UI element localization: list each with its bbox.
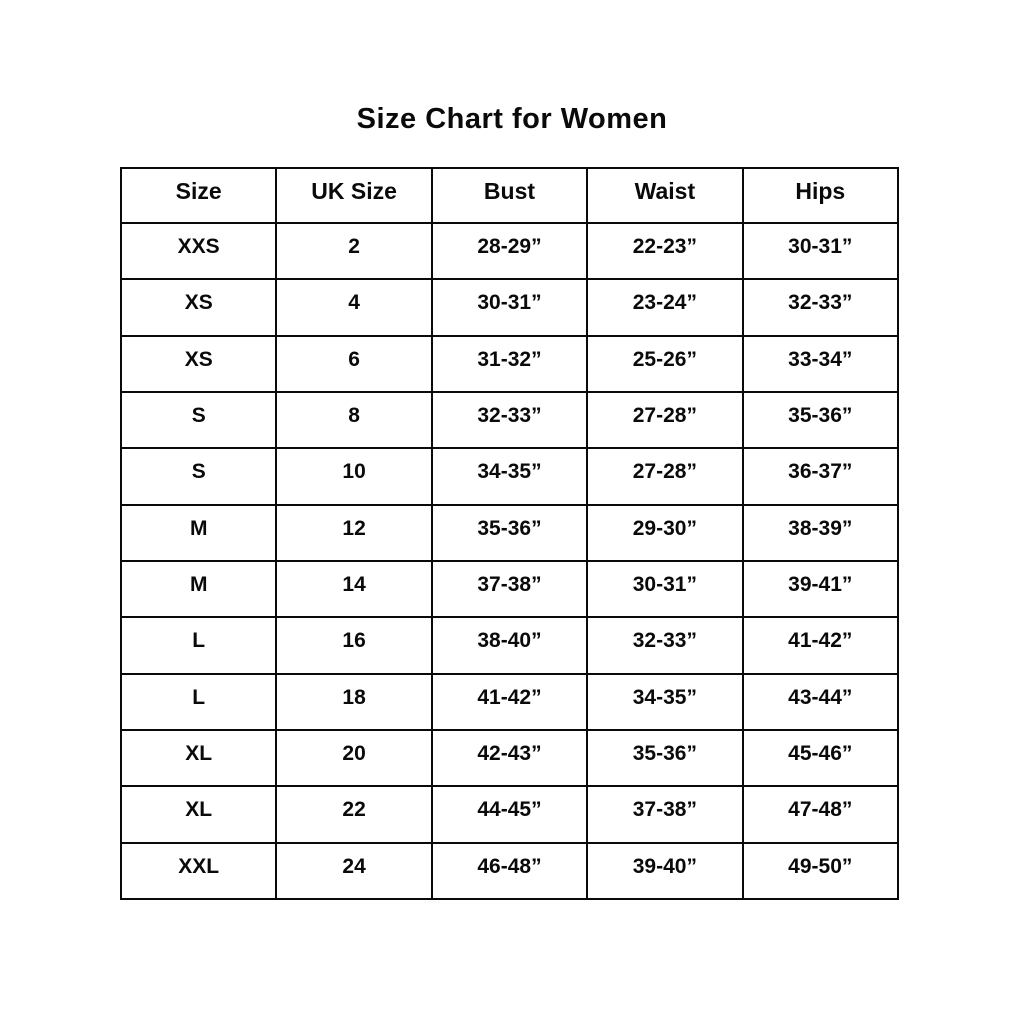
table-cell-hips: 39-41” xyxy=(743,561,898,617)
table-cell-uk-size: 18 xyxy=(276,674,431,730)
table-cell-bust: 41-42” xyxy=(432,674,587,730)
table-cell-waist: 37-38” xyxy=(587,786,742,842)
table-cell-size: XS xyxy=(121,279,276,335)
table-cell-hips: 45-46” xyxy=(743,730,898,786)
table-cell-uk-size: 20 xyxy=(276,730,431,786)
table-row xyxy=(121,279,898,335)
table-cell-bust: 42-43” xyxy=(432,730,587,786)
table-cell-hips: 43-44” xyxy=(743,674,898,730)
table-cell-uk-size: 22 xyxy=(276,786,431,842)
table-cell-hips: 41-42” xyxy=(743,617,898,673)
size-table-header xyxy=(121,168,898,223)
table-row xyxy=(121,392,898,448)
table-cell-uk-size: 6 xyxy=(276,336,431,392)
table-cell-uk-size: 14 xyxy=(276,561,431,617)
table-cell-hips: 35-36” xyxy=(743,392,898,448)
column-header-size: Size xyxy=(121,168,276,223)
table-cell-uk-size: 2 xyxy=(276,223,431,279)
column-header-uk-size: UK Size xyxy=(276,168,431,223)
table-cell-hips: 49-50” xyxy=(743,843,898,899)
size-chart-table xyxy=(120,167,899,900)
table-cell-size: S xyxy=(121,448,276,504)
table-cell-uk-size: 8 xyxy=(276,392,431,448)
table-cell-waist: 27-28” xyxy=(587,392,742,448)
column-header-hips: Hips xyxy=(743,168,898,223)
table-cell-size: XXL xyxy=(121,843,276,899)
page-title: Size Chart for Women xyxy=(356,103,668,135)
table-cell-hips: 32-33” xyxy=(743,279,898,335)
table-cell-uk-size: 12 xyxy=(276,505,431,561)
table-cell-hips: 47-48” xyxy=(743,786,898,842)
table-row xyxy=(121,674,898,730)
table-row xyxy=(121,617,898,673)
table-row xyxy=(121,505,898,561)
table-cell-uk-size: 10 xyxy=(276,448,431,504)
table-cell-waist: 39-40” xyxy=(587,843,742,899)
table-cell-waist: 29-30” xyxy=(587,505,742,561)
table-cell-waist: 22-23” xyxy=(587,223,742,279)
table-cell-size: XL xyxy=(121,730,276,786)
table-row xyxy=(121,786,898,842)
table-cell-waist: 34-35” xyxy=(587,674,742,730)
table-cell-size: S xyxy=(121,392,276,448)
table-cell-uk-size: 4 xyxy=(276,279,431,335)
table-cell-waist: 27-28” xyxy=(587,448,742,504)
table-cell-size: XL xyxy=(121,786,276,842)
table-cell-waist: 30-31” xyxy=(587,561,742,617)
table-cell-uk-size: 24 xyxy=(276,843,431,899)
table-row xyxy=(121,561,898,617)
table-cell-waist: 25-26” xyxy=(587,336,742,392)
table-cell-waist: 23-24” xyxy=(587,279,742,335)
table-cell-bust: 30-31” xyxy=(432,279,587,335)
table-cell-bust: 32-33” xyxy=(432,392,587,448)
table-cell-bust: 44-45” xyxy=(432,786,587,842)
table-row xyxy=(121,448,898,504)
table-cell-bust: 37-38” xyxy=(432,561,587,617)
table-cell-size: M xyxy=(121,561,276,617)
table-cell-bust: 35-36” xyxy=(432,505,587,561)
table-row xyxy=(121,730,898,786)
table-cell-bust: 31-32” xyxy=(432,336,587,392)
table-cell-size: L xyxy=(121,617,276,673)
table-row xyxy=(121,843,898,899)
size-table-body xyxy=(121,223,898,899)
table-cell-size: XS xyxy=(121,336,276,392)
table-cell-bust: 28-29” xyxy=(432,223,587,279)
table-cell-uk-size: 16 xyxy=(276,617,431,673)
table-cell-hips: 36-37” xyxy=(743,448,898,504)
table-row xyxy=(121,336,898,392)
header-row xyxy=(121,168,898,223)
table-cell-waist: 32-33” xyxy=(587,617,742,673)
table-cell-size: XXS xyxy=(121,223,276,279)
column-header-waist: Waist xyxy=(587,168,742,223)
table-cell-size: M xyxy=(121,505,276,561)
table-cell-waist: 35-36” xyxy=(587,730,742,786)
table-cell-size: L xyxy=(121,674,276,730)
table-cell-bust: 46-48” xyxy=(432,843,587,899)
column-header-bust: Bust xyxy=(432,168,587,223)
table-cell-hips: 33-34” xyxy=(743,336,898,392)
table-cell-bust: 38-40” xyxy=(432,617,587,673)
table-row xyxy=(121,223,898,279)
table-cell-hips: 30-31” xyxy=(743,223,898,279)
table-cell-hips: 38-39” xyxy=(743,505,898,561)
table-cell-bust: 34-35” xyxy=(432,448,587,504)
